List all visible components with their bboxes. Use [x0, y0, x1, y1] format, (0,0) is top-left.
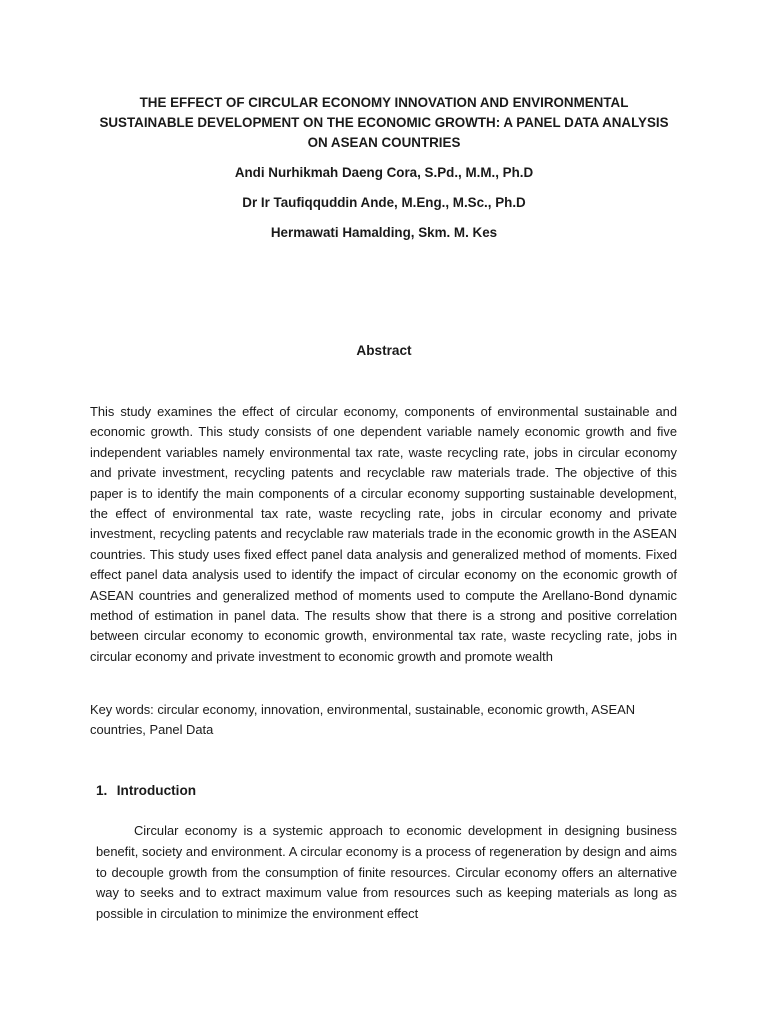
- abstract-heading: Abstract: [356, 343, 412, 358]
- abstract-body: This study examines the effect of circular economy, components of environmental sustainable and economic growth. This study consists of one dependent variable namely economic growth and five independent variables namely environmental tax rate, waste recycling rate, jobs in circular economy and private investment, recycling patents and recyclable raw materials trade. The objective of this paper is to identify the main components of a circular economy supporting sustainable development, the effect of environmental tax rate, waste recycling rate, jobs in circular economy and private investment, recycling patents and recyclable raw materials trade in the economic growth in the ASEAN countries. This study uses fixed effect panel data analysis and generalized method of moments. Fixed effect panel data analysis used to identify the impact of circular economy on the economic growth of ASEAN countries and generalized method of moments used to compute the Arellano-Bond dynamic method of estimation in panel data. The results show that there is a strong and positive correlation between circular economy to economic growth, environmental tax rate, waste recycling rate, jobs in circular economy and private investment to economic growth and promote wealth: [90, 404, 677, 664]
- author-3: Hermawati Hamalding, Skm. M. Kes: [270, 225, 498, 240]
- paper-title: THE EFFECT OF CIRCULAR ECONOMY INNOVATION AND ENVIRONMENTAL SUSTAINABLE DEVELOPMENT ON THE ECONOMIC GROWTH: A PANEL DATA ANALYSIS ON ASEAN COUNTRIES: [99, 95, 669, 150]
- section-title: Introduction: [116, 783, 197, 798]
- section-number: 1.: [96, 783, 108, 798]
- author-1: Andi Nurhikmah Daeng Cora, S.Pd., M.M., Ph.D: [234, 165, 534, 180]
- section-heading-introduction: [96, 781, 196, 801]
- introduction-paragraph: Circular economy is a systemic approach to economic development in designing business benefit, society and environment. A circular economy is a process of regeneration by design and aims to decouple growth from the consumption of finite resources. Circular economy offers an alternative way to seeks and to extract maximum value from resources such as keeping materials as long as possible in circulation to minimize the environment effect: [96, 823, 677, 922]
- author-2: Dr Ir Taufiqquddin Ande, M.Eng., M.Sc., Ph.D: [242, 195, 526, 210]
- keywords: Key words: circular economy, innovation, environmental, sustainable, economic growth, ASEAN countries, Panel Data: [90, 702, 636, 738]
